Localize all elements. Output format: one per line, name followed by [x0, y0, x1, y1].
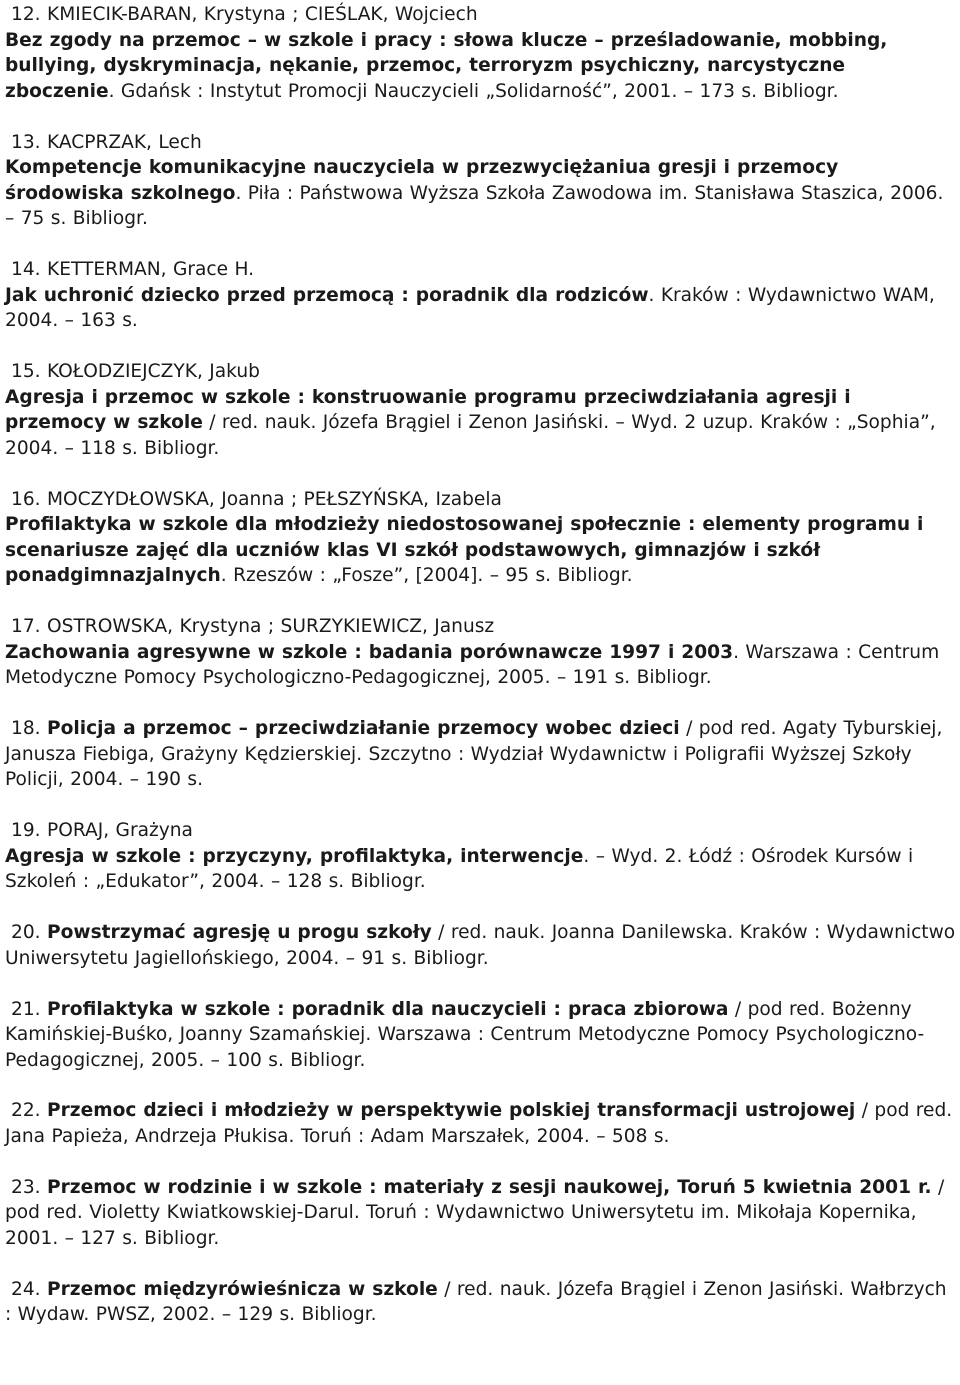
- entry-title: Przemoc dzieci i młodzieży w perspektywie polskiej transformacji ustrojowej: [47, 1100, 856, 1122]
- entry-title: Przemoc w rodzinie i w szkole : materiały z sesji naukowej, Toruń 5 kwietnia 2001 r.: [47, 1176, 932, 1198]
- bibliography-entry: [5, 1098, 957, 1149]
- bibliography-entry: [5, 257, 957, 334]
- bibliography-entry: [5, 1277, 957, 1328]
- entry-number: 13.: [11, 131, 41, 153]
- entry-publication: . Gdańsk : Instytut Promocji Nauczycieli „Solidarność”, 2001. – 173 s. Bibliogr.: [108, 80, 839, 102]
- bibliography-entry: [5, 487, 957, 589]
- entry-publication: / pod red. Agaty Tyburskiej, Janusza Fiebiga, Grażyny Kędzierskiej. Szczytno : Wydział Wydawnictw i Poligrafii Wyższej Szkoły Policji, 2004. – 190 s.: [5, 718, 943, 791]
- entry-title: Agresja i przemoc w szkole : konstruowanie programu przeciwdziałania agresji i przemocy w szkole: [5, 386, 851, 434]
- bibliography-entry: [5, 716, 957, 793]
- entry-number: 24.: [11, 1278, 41, 1300]
- entry-title: Powstrzymać agresję u progu szkoły: [47, 922, 432, 944]
- bibliography-entry: [5, 130, 957, 232]
- bibliography-entry: [5, 997, 957, 1074]
- entry-authors: KETTERMAN, Grace H.: [47, 259, 255, 281]
- entry-title: Kompetencje komunikacyjne nauczyciela w przezwyciężaniua gresji i przemocy środowiska szkolnego: [5, 157, 839, 204]
- bibliography-entry: [5, 359, 957, 461]
- bibliography-entry: [5, 1175, 957, 1252]
- entry-authors: PORAJ, Grażyna: [47, 820, 193, 842]
- entry-authors: KMIECIK-BARAN, Krystyna ; CIEŚLAK, Wojciech: [47, 4, 478, 25]
- entry-number: 14.: [11, 259, 41, 281]
- entry-publication: . Rzeszów : „Fosze”, [2004]. – 95 s. Bibliogr.: [220, 565, 633, 587]
- bibliography-list: [5, 2, 957, 1353]
- bibliography-entry: [5, 818, 957, 895]
- entry-title: Przemoc międzyrówieśnicza w szkole: [47, 1278, 438, 1300]
- entry-title: Zachowania agresywne w szkole : badania porównawcze 1997 i 2003: [5, 641, 734, 663]
- entry-authors: MOCZYDŁOWSKA, Joanna ; PEŁSZYŃSKA, Izabela: [47, 488, 502, 510]
- entry-publication: . Piła : Państwowa Wyższa Szkoła Zawodowa im. Stanisława Staszica, 2006. – 75 s. Bibliogr.: [5, 182, 944, 230]
- entry-authors: KOŁODZIEJCZYK, Jakub: [47, 361, 260, 383]
- entry-title: Agresja w szkole : przyczyny, profilaktyka, interwencje: [5, 845, 584, 867]
- entry-number: 15.: [11, 361, 41, 383]
- entry-publication: / red. nauk. Józefa Brągiel i Zenon Jasiński. Wałbrzych : Wydaw. PWSZ, 2002. – 129 s. Bibliogr.: [5, 1278, 947, 1326]
- entry-publication: / red. nauk. Joanna Danilewska. Kraków : Wydawnictwo Uniwersytetu Jagiellońskiego, 2004. – 91 s. Bibliogr.: [5, 922, 956, 969]
- entry-title: Profilaktyka w szkole dla młodzieży niedostosowanej społecznie : elementy programu i scenariusze zajęć dla uczniów klas VI szkół podstawowych, gimnazjów i szkół ponadgimnazjalnych: [5, 514, 924, 587]
- entry-publication: / pod red. Jana Papieża, Andrzeja Płukisa. Toruń : Adam Marszałek, 2004. – 508 s.: [5, 1100, 953, 1148]
- entry-publication: / pod red. Violetty Kwiatkowskiej-Darul. Toruń : Wydawnictwo Uniwersytetu im. Mikołaja Kopernika, 2001. – 127 s. Bibliogr.: [5, 1176, 945, 1250]
- entry-number: 22.: [11, 1100, 41, 1122]
- bibliography-entry: [5, 2, 957, 104]
- entry-number: 17.: [11, 616, 41, 638]
- entry-number: 16.: [11, 488, 41, 510]
- entry-number: 20.: [11, 922, 41, 944]
- bibliography-entry: [5, 614, 957, 691]
- entry-title: Bez zgody na przemoc – w szkole i pracy : słowa klucze – prześladowanie, mobbing, bullying, dyskryminacja, nękanie, przemoc, terroryzm psychiczny, narcystyczne zboczenie: [5, 29, 888, 102]
- entry-number: 23.: [11, 1176, 41, 1198]
- entry-number: 18.: [11, 718, 41, 740]
- entry-number: 19.: [11, 820, 41, 842]
- entry-publication: . Kraków : Wydawnictwo WAM, 2004. – 163 s.: [5, 284, 935, 332]
- entry-publication: . – Wyd. 2. Łódź : Ośrodek Kursów i Szkoleń : „Edukator”, 2004. – 128 s. Bibliogr.: [5, 845, 914, 893]
- entry-number: 21.: [11, 998, 41, 1020]
- entry-title: Profilaktyka w szkole : poradnik dla nauczycieli : praca zbiorowa: [47, 998, 729, 1020]
- entry-title: Policja a przemoc – przeciwdziałanie przemocy wobec dzieci: [47, 718, 680, 740]
- bibliography-entry: [5, 920, 957, 971]
- entry-authors: OSTROWSKA, Krystyna ; SURZYKIEWICZ, Janusz: [47, 616, 495, 638]
- entry-title: Jak uchronić dziecko przed przemocą : poradnik dla rodziców: [5, 284, 649, 306]
- entry-authors: KACPRZAK, Lech: [47, 131, 202, 153]
- entry-publication: / red. nauk. Józefa Brągiel i Zenon Jasiński. – Wyd. 2 uzup. Kraków : „Sophia”, 2004. – 118 s. Bibliogr.: [5, 412, 936, 459]
- entry-publication: . Warszawa : Centrum Metodyczne Pomocy Psychologiczno-Pedagogicznej, 2005. – 191 s. Bibliogr.: [5, 641, 940, 689]
- entry-publication: / pod red. Bożenny Kamińskiej-Buśko, Joanny Szamańskiej. Warszawa : Centrum Metodyczne Pomocy Psychologiczno-Pedagogicznej, 2005. – 100 s. Bibliogr.: [5, 998, 925, 1071]
- entry-number: 12.: [11, 4, 41, 25]
